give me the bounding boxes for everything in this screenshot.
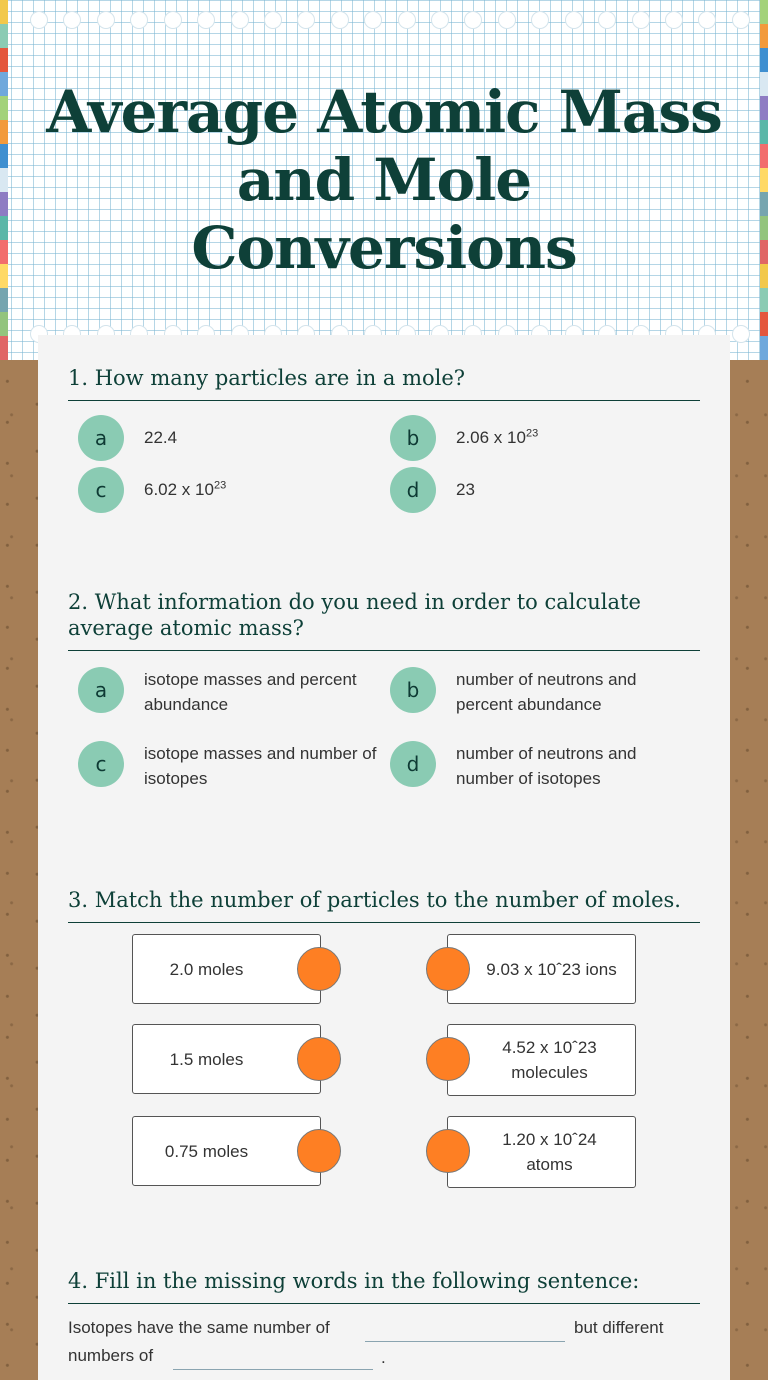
q2-option-d-letter: d	[390, 741, 436, 787]
q1-option-d-letter: d	[390, 467, 436, 513]
q1-option-b-letter: b	[390, 415, 436, 461]
worksheet-panel	[38, 335, 730, 1380]
q2-option-b-text: number of neutrons and percent abundance	[456, 670, 637, 714]
binder-hole	[30, 11, 48, 29]
match-left-1-label: 2.0 moles	[169, 959, 244, 979]
match-right-3[interactable]	[447, 1116, 636, 1188]
binder-hole	[498, 11, 516, 29]
question-1-text: 1. How many particles are in a mole?	[68, 365, 700, 401]
binder-hole	[130, 11, 148, 29]
binder-hole	[565, 11, 583, 29]
q2-option-c[interactable]	[78, 741, 384, 791]
match-right-2-connector[interactable]	[426, 1037, 470, 1081]
q2-option-c-letter: c	[78, 741, 124, 787]
match-left-2[interactable]	[132, 1024, 321, 1094]
binder-hole	[364, 11, 382, 29]
q1-option-a-text: 22.4	[144, 428, 178, 447]
match-right-2[interactable]	[447, 1024, 636, 1096]
question-2	[68, 589, 700, 651]
binder-hole	[598, 11, 616, 29]
question-4-text: 4. Fill in the missing words in the following sentence:	[68, 1268, 700, 1304]
q2-option-a[interactable]	[78, 667, 384, 717]
q1-option-b[interactable]	[390, 415, 696, 461]
q2-option-b[interactable]	[390, 667, 696, 717]
binder-hole	[464, 11, 482, 29]
q2-option-c-text: isotope masses and number of isotopes	[144, 744, 377, 788]
binder-hole	[97, 11, 115, 29]
binder-hole	[698, 11, 716, 29]
q1-option-c-exponent: 23	[213, 479, 227, 492]
q1-option-b-exponent: 23	[525, 427, 539, 440]
binder-hole	[398, 11, 416, 29]
q1-option-c-base: 6.02 x 10	[144, 480, 214, 499]
binder-hole	[264, 11, 282, 29]
match-left-1[interactable]	[132, 934, 321, 1004]
match-left-3-label: 0.75 moles	[164, 1141, 249, 1161]
binder-hole	[197, 11, 215, 29]
match-right-1[interactable]	[447, 934, 636, 1004]
question-4	[68, 1268, 700, 1304]
color-stripe-right	[760, 0, 768, 360]
binder-hole	[732, 11, 750, 29]
binder-hole	[632, 11, 650, 29]
q1-option-c-letter: c	[78, 467, 124, 513]
q1-option-c[interactable]	[78, 467, 384, 513]
q1-option-a[interactable]	[78, 415, 384, 461]
q2-option-a-letter: a	[78, 667, 124, 713]
fill-sentence-part-4: .	[381, 1348, 386, 1367]
match-right-1-label: 9.03 x 10ˆ23 ions	[486, 959, 617, 979]
binder-hole	[231, 11, 249, 29]
q1-option-b-base: 2.06 x 10	[456, 428, 526, 447]
binder-hole	[431, 11, 449, 29]
fill-blank-1[interactable]	[365, 1341, 565, 1342]
q1-option-d-text: 23	[456, 480, 475, 499]
fill-sentence-part-2: but different	[574, 1318, 664, 1337]
match-left-1-connector[interactable]	[297, 947, 341, 991]
question-3	[68, 887, 700, 923]
binder-hole	[531, 11, 549, 29]
match-left-3-connector[interactable]	[297, 1129, 341, 1173]
binder-hole	[331, 11, 349, 29]
q1-option-c-text	[144, 467, 384, 502]
binder-hole	[164, 11, 182, 29]
q2-option-d-text: number of neutrons and number of isotopes	[456, 744, 637, 788]
question-1	[68, 365, 700, 401]
q1-option-a-letter: a	[78, 415, 124, 461]
q1-option-b-text	[456, 415, 696, 450]
binder-hole	[732, 325, 750, 343]
match-right-2-label: 4.52 x 10ˆ23 molecules	[502, 1038, 597, 1082]
color-stripe-left	[0, 0, 8, 360]
fill-sentence-part-3: numbers of	[68, 1346, 154, 1365]
match-right-3-connector[interactable]	[426, 1129, 470, 1173]
match-left-2-connector[interactable]	[297, 1037, 341, 1081]
binder-hole	[63, 11, 81, 29]
match-right-3-label: 1.20 x 10ˆ24 atoms	[502, 1130, 597, 1174]
match-left-3[interactable]	[132, 1116, 321, 1186]
fill-sentence-part-1: Isotopes have the same number of	[68, 1318, 330, 1337]
match-left-2-label: 1.5 moles	[169, 1049, 244, 1069]
graph-paper-header	[0, 0, 768, 360]
q1-option-d[interactable]	[390, 467, 696, 513]
q2-option-d[interactable]	[390, 741, 696, 791]
q2-option-a-text: isotope masses and percent abundance	[144, 670, 357, 714]
binder-hole	[297, 11, 315, 29]
page-title: Average Atomic Mass and Mole Conversions	[46, 78, 722, 282]
binder-holes-top	[30, 11, 750, 31]
question-2-text: 2. What information do you need in order to calculate average atomic mass?	[68, 589, 700, 651]
fill-blank-2[interactable]	[173, 1369, 373, 1370]
match-right-1-connector[interactable]	[426, 947, 470, 991]
q2-option-b-letter: b	[390, 667, 436, 713]
binder-hole	[665, 11, 683, 29]
question-3-text: 3. Match the number of particles to the number of moles.	[68, 887, 700, 923]
